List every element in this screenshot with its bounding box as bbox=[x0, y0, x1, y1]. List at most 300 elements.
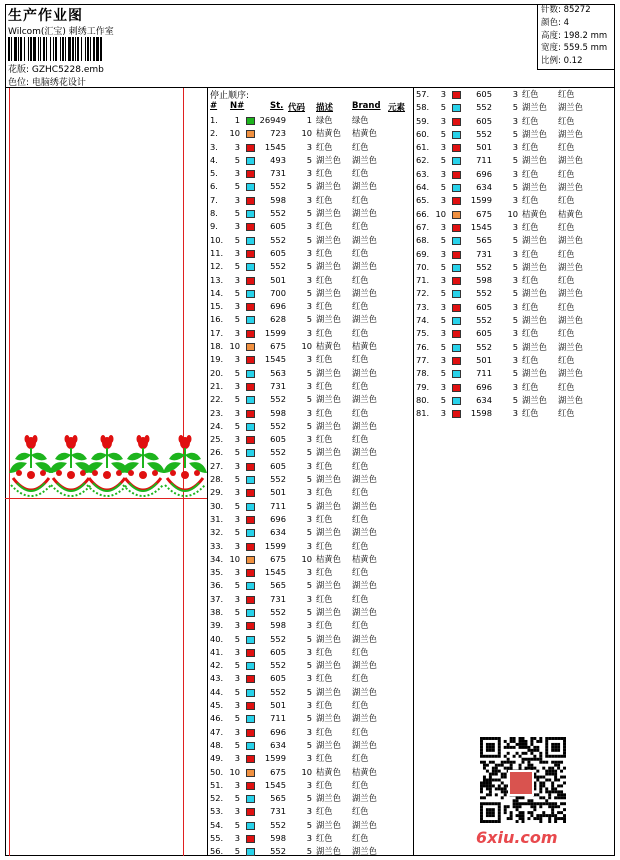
stop-row bbox=[414, 367, 615, 380]
color-brand: 红色 bbox=[352, 540, 369, 551]
color-code: 5 bbox=[512, 182, 518, 193]
color-brand: 湖兰色 bbox=[352, 394, 377, 405]
stitch-count: 605 bbox=[270, 247, 286, 258]
color-brand: 桔黄色 bbox=[352, 766, 377, 777]
color-swatch bbox=[452, 104, 461, 112]
color-brand: 红色 bbox=[352, 620, 369, 631]
header-stitches: St. bbox=[270, 101, 284, 111]
stop-index: 5. bbox=[210, 168, 218, 179]
color-description: 红色 bbox=[316, 301, 333, 312]
stitch-count: 634 bbox=[476, 394, 492, 405]
stop-index: 46. bbox=[210, 713, 224, 724]
stop-index: 21. bbox=[210, 380, 224, 391]
header-code: 代码 bbox=[288, 103, 306, 113]
stitch-count: 605 bbox=[270, 460, 286, 471]
stop-index: 22. bbox=[210, 394, 224, 405]
stop-row bbox=[208, 300, 413, 313]
stitch-count: 552 bbox=[270, 208, 286, 219]
stop-row bbox=[208, 460, 413, 473]
color-description: 红色 bbox=[522, 142, 539, 153]
scale-ratio: 比例: 0.12 bbox=[541, 56, 583, 67]
stitch-count: 552 bbox=[270, 633, 286, 644]
color-code: 3 bbox=[306, 141, 312, 152]
color-code: 5 bbox=[306, 500, 312, 511]
stitch-count: 675 bbox=[270, 766, 286, 777]
stitch-count: 696 bbox=[270, 513, 286, 524]
color-description: 红色 bbox=[316, 487, 333, 498]
color-description: 湖兰色 bbox=[522, 368, 547, 379]
color-description: 红色 bbox=[522, 408, 539, 419]
color-brand: 湖兰色 bbox=[352, 367, 377, 378]
stitch-count: 605 bbox=[270, 434, 286, 445]
color-code: 5 bbox=[512, 394, 518, 405]
color-brand: 湖兰色 bbox=[352, 846, 377, 857]
color-swatch bbox=[246, 529, 255, 537]
color-brand: 湖兰色 bbox=[352, 474, 377, 485]
needle-number: 3 bbox=[234, 646, 240, 657]
header-brand: Brand bbox=[352, 101, 381, 111]
color-position: 色位: 电脑绣花设计 bbox=[8, 78, 86, 88]
color-description: 红色 bbox=[316, 247, 333, 258]
stop-row bbox=[208, 194, 413, 207]
color-brand: 湖兰色 bbox=[352, 234, 377, 245]
stitch-count: 552 bbox=[476, 341, 492, 352]
color-swatch bbox=[246, 702, 255, 710]
color-code: 5 bbox=[306, 713, 312, 724]
stitch-count: 711 bbox=[476, 368, 492, 379]
stop-index: 16. bbox=[210, 314, 224, 325]
color-description: 湖兰色 bbox=[316, 420, 341, 431]
stop-row bbox=[414, 141, 615, 154]
needle-number: 5 bbox=[440, 235, 446, 246]
color-code: 5 bbox=[512, 315, 518, 326]
stitch-count: 1599 bbox=[470, 195, 492, 206]
color-swatch bbox=[246, 370, 255, 378]
color-description: 红色 bbox=[522, 195, 539, 206]
stop-index: 71. bbox=[416, 275, 430, 286]
stop-index: 40. bbox=[210, 633, 224, 644]
stop-index: 49. bbox=[210, 753, 224, 764]
color-description: 桔黄色 bbox=[316, 341, 341, 352]
stitch-count: 563 bbox=[270, 367, 286, 378]
color-code: 5 bbox=[306, 154, 312, 165]
stitch-count: 1545 bbox=[264, 141, 286, 152]
stop-row bbox=[208, 593, 413, 606]
color-code: 5 bbox=[306, 447, 312, 458]
needle-number: 5 bbox=[440, 155, 446, 166]
needle-number: 3 bbox=[234, 247, 240, 258]
color-description: 桔黄色 bbox=[316, 766, 341, 777]
color-description: 湖兰色 bbox=[316, 234, 341, 245]
needle-number: 5 bbox=[440, 102, 446, 113]
color-description: 红色 bbox=[316, 779, 333, 790]
color-code: 5 bbox=[306, 686, 312, 697]
color-code: 3 bbox=[306, 460, 312, 471]
color-swatch bbox=[246, 782, 255, 790]
color-brand: 湖兰色 bbox=[352, 713, 377, 724]
color-code: 5 bbox=[306, 261, 312, 272]
color-brand: 红色 bbox=[558, 168, 575, 179]
color-description: 湖兰色 bbox=[316, 819, 341, 830]
color-brand: 红色 bbox=[352, 726, 369, 737]
needle-number: 5 bbox=[234, 739, 240, 750]
stop-index: 47. bbox=[210, 726, 224, 737]
stop-index: 26. bbox=[210, 447, 224, 458]
stop-row bbox=[208, 659, 413, 672]
stop-index: 48. bbox=[210, 739, 224, 750]
color-code: 5 bbox=[512, 235, 518, 246]
stitch-count: 493 bbox=[270, 154, 286, 165]
needle-number: 5 bbox=[234, 287, 240, 298]
stop-index: 72. bbox=[416, 288, 430, 299]
color-swatch bbox=[452, 290, 461, 298]
needle-number: 5 bbox=[234, 580, 240, 591]
color-swatch bbox=[452, 410, 461, 418]
color-brand: 红色 bbox=[558, 354, 575, 365]
color-swatch bbox=[246, 822, 255, 830]
color-code: 3 bbox=[306, 247, 312, 258]
stop-index: 79. bbox=[416, 381, 430, 392]
stop-row bbox=[208, 832, 413, 845]
stitch-count: 731 bbox=[270, 593, 286, 604]
color-code: 5 bbox=[306, 660, 312, 671]
color-code: 5 bbox=[306, 234, 312, 245]
stop-row bbox=[208, 274, 413, 287]
color-swatch bbox=[452, 118, 461, 126]
stitch-count: 1545 bbox=[264, 779, 286, 790]
needle-number: 5 bbox=[234, 394, 240, 405]
color-description: 湖兰色 bbox=[522, 155, 547, 166]
stop-row bbox=[208, 513, 413, 526]
color-code: 1 bbox=[306, 115, 312, 125]
color-brand: 湖兰色 bbox=[352, 580, 377, 591]
needle-number: 5 bbox=[234, 686, 240, 697]
stitch-count: 598 bbox=[476, 275, 492, 286]
needle-number: 3 bbox=[234, 700, 240, 711]
color-brand: 桔黄色 bbox=[352, 128, 377, 139]
color-description: 湖兰色 bbox=[316, 367, 341, 378]
needle-number: 5 bbox=[440, 315, 446, 326]
stitch-count: 552 bbox=[270, 447, 286, 458]
color-brand: 湖兰色 bbox=[352, 447, 377, 458]
color-description: 湖兰色 bbox=[522, 102, 547, 113]
needle-number: 3 bbox=[234, 726, 240, 737]
stop-row bbox=[414, 208, 615, 221]
stitch-count: 675 bbox=[270, 341, 286, 352]
color-swatch bbox=[246, 596, 255, 604]
color-description: 红色 bbox=[316, 434, 333, 445]
stop-index: 60. bbox=[416, 128, 430, 139]
color-description: 湖兰色 bbox=[316, 261, 341, 272]
color-swatch bbox=[246, 769, 255, 777]
color-code: 3 bbox=[306, 407, 312, 418]
stop-row bbox=[414, 327, 615, 340]
stitch-count: 675 bbox=[270, 553, 286, 564]
stop-index: 63. bbox=[416, 168, 430, 179]
color-description: 桔黄色 bbox=[522, 208, 547, 219]
stitch-count: 605 bbox=[270, 646, 286, 657]
color-description: 红色 bbox=[316, 540, 333, 551]
color-description: 湖兰色 bbox=[316, 739, 341, 750]
stop-row bbox=[208, 446, 413, 459]
stitch-count: 552 bbox=[270, 606, 286, 617]
color-swatch bbox=[246, 715, 255, 723]
stop-index: 68. bbox=[416, 235, 430, 246]
needle-number: 5 bbox=[234, 447, 240, 458]
color-description: 红色 bbox=[316, 460, 333, 471]
stop-row bbox=[208, 433, 413, 446]
stitch-count: 634 bbox=[270, 739, 286, 750]
needle-number: 3 bbox=[440, 115, 446, 126]
stop-row bbox=[208, 486, 413, 499]
stitch-count: 605 bbox=[476, 115, 492, 126]
color-swatch bbox=[452, 357, 461, 365]
needle-number: 5 bbox=[234, 793, 240, 804]
color-description: 红色 bbox=[316, 168, 333, 179]
stitch-count: 501 bbox=[270, 700, 286, 711]
stop-row bbox=[208, 646, 413, 659]
needle-number: 5 bbox=[234, 420, 240, 431]
stop-row bbox=[414, 88, 615, 101]
stop-index: 65. bbox=[416, 195, 430, 206]
color-swatch bbox=[452, 184, 461, 192]
needle-number: 5 bbox=[234, 527, 240, 538]
color-swatch bbox=[246, 742, 255, 750]
color-swatch bbox=[246, 343, 255, 351]
stop-row bbox=[414, 274, 615, 287]
color-code: 5 bbox=[306, 739, 312, 750]
stop-row bbox=[208, 220, 413, 233]
color-swatch bbox=[246, 197, 255, 205]
color-swatch bbox=[452, 211, 461, 219]
color-code: 3 bbox=[306, 593, 312, 604]
color-code: 5 bbox=[306, 420, 312, 431]
color-code: 3 bbox=[306, 567, 312, 578]
color-brand: 红色 bbox=[352, 567, 369, 578]
color-brand: 湖兰色 bbox=[558, 288, 583, 299]
color-code: 10 bbox=[301, 766, 312, 777]
color-code: 5 bbox=[512, 261, 518, 272]
stop-row bbox=[414, 115, 615, 128]
needle-number: 10 bbox=[229, 553, 240, 564]
stitch-count: 598 bbox=[270, 194, 286, 205]
color-brand: 红色 bbox=[558, 381, 575, 392]
color-code: 5 bbox=[306, 527, 312, 538]
color-brand: 湖兰色 bbox=[558, 155, 583, 166]
stop-row bbox=[208, 180, 413, 193]
stop-index: 28. bbox=[210, 474, 224, 485]
stop-index: 67. bbox=[416, 221, 430, 232]
barcode-bar bbox=[102, 37, 103, 61]
stop-row bbox=[414, 301, 615, 314]
color-swatch bbox=[452, 397, 461, 405]
stop-row bbox=[208, 367, 413, 380]
stop-row bbox=[208, 327, 413, 340]
color-code: 5 bbox=[512, 341, 518, 352]
page-title: 生产作业图 bbox=[8, 8, 83, 24]
color-brand: 湖兰色 bbox=[558, 102, 583, 113]
needle-number: 5 bbox=[234, 181, 240, 192]
color-swatch bbox=[246, 569, 255, 577]
color-code: 5 bbox=[512, 368, 518, 379]
color-description: 湖兰色 bbox=[316, 660, 341, 671]
color-brand: 红色 bbox=[352, 247, 369, 258]
color-description: 湖兰色 bbox=[316, 208, 341, 219]
color-brand: 红色 bbox=[558, 115, 575, 126]
stop-index: 62. bbox=[416, 155, 430, 166]
stitch-count: 598 bbox=[270, 833, 286, 844]
needle-number: 3 bbox=[234, 221, 240, 232]
color-brand: 红色 bbox=[352, 194, 369, 205]
color-swatch bbox=[452, 157, 461, 165]
stop-index: 35. bbox=[210, 567, 224, 578]
stop-index: 37. bbox=[210, 593, 224, 604]
color-brand: 湖兰色 bbox=[558, 182, 583, 193]
stitch-count: 605 bbox=[270, 221, 286, 232]
stop-row bbox=[414, 154, 615, 167]
stitch-count: 711 bbox=[476, 155, 492, 166]
stop-row bbox=[208, 672, 413, 685]
stop-row bbox=[208, 779, 413, 792]
color-brand: 红色 bbox=[558, 221, 575, 232]
stop-row bbox=[414, 168, 615, 181]
color-description: 红色 bbox=[316, 646, 333, 657]
color-description: 湖兰色 bbox=[316, 287, 341, 298]
color-description: 红色 bbox=[316, 833, 333, 844]
stitch-count: 700 bbox=[270, 287, 286, 298]
color-description: 湖兰色 bbox=[522, 394, 547, 405]
stitch-count: 565 bbox=[270, 793, 286, 804]
stop-row bbox=[414, 248, 615, 261]
stop-row bbox=[208, 805, 413, 818]
color-description: 红色 bbox=[316, 673, 333, 684]
needle-number: 5 bbox=[440, 288, 446, 299]
color-description: 红色 bbox=[316, 726, 333, 737]
color-description: 湖兰色 bbox=[316, 633, 341, 644]
color-brand: 红色 bbox=[558, 275, 575, 286]
stop-row bbox=[208, 353, 413, 366]
color-code: 3 bbox=[512, 381, 518, 392]
stitch-count: 552 bbox=[270, 420, 286, 431]
color-code: 3 bbox=[512, 248, 518, 259]
stitch-count: 552 bbox=[476, 288, 492, 299]
color-code: 3 bbox=[306, 380, 312, 391]
stop-row bbox=[414, 181, 615, 194]
needle-number: 5 bbox=[234, 713, 240, 724]
color-brand: 红色 bbox=[352, 833, 369, 844]
stop-row bbox=[208, 819, 413, 832]
needle-number: 5 bbox=[440, 394, 446, 405]
needle-number: 5 bbox=[440, 182, 446, 193]
color-code: 3 bbox=[306, 806, 312, 817]
color-swatch bbox=[246, 689, 255, 697]
color-code: 3 bbox=[306, 726, 312, 737]
color-description: 红色 bbox=[316, 221, 333, 232]
needle-number: 3 bbox=[440, 354, 446, 365]
stop-row bbox=[208, 393, 413, 406]
stop-index: 17. bbox=[210, 327, 224, 338]
color-brand: 红色 bbox=[352, 487, 369, 498]
needle-number: 3 bbox=[234, 354, 240, 365]
color-code: 3 bbox=[306, 168, 312, 179]
color-code: 3 bbox=[306, 221, 312, 232]
stop-index: 20. bbox=[210, 367, 224, 378]
color-count: 颜色: 4 bbox=[541, 17, 569, 28]
stitch-count: 552 bbox=[270, 846, 286, 857]
stop-index: 27. bbox=[210, 460, 224, 471]
stitch-count: 605 bbox=[476, 301, 492, 312]
stop-row bbox=[414, 341, 615, 354]
color-code: 5 bbox=[512, 128, 518, 139]
color-brand: 红色 bbox=[558, 328, 575, 339]
stitch-count: 552 bbox=[476, 315, 492, 326]
stop-row bbox=[208, 553, 413, 566]
needle-number: 3 bbox=[440, 381, 446, 392]
color-swatch bbox=[246, 609, 255, 617]
color-swatch bbox=[246, 223, 255, 231]
color-swatch bbox=[246, 183, 255, 191]
color-description: 红色 bbox=[316, 593, 333, 604]
needle-number: 3 bbox=[440, 328, 446, 339]
color-brand: 湖兰色 bbox=[558, 235, 583, 246]
needle-number: 3 bbox=[440, 89, 446, 99]
stop-row bbox=[414, 314, 615, 327]
color-description: 红色 bbox=[522, 168, 539, 179]
stop-row bbox=[208, 739, 413, 752]
color-code: 5 bbox=[306, 314, 312, 325]
color-description: 红色 bbox=[316, 620, 333, 631]
stop-index: 38. bbox=[210, 606, 224, 617]
stop-row bbox=[414, 234, 615, 247]
needle-number: 3 bbox=[440, 168, 446, 179]
needle-number: 5 bbox=[234, 500, 240, 511]
stop-row bbox=[208, 313, 413, 326]
color-swatch bbox=[246, 449, 255, 457]
needle-number: 3 bbox=[234, 407, 240, 418]
color-description: 红色 bbox=[522, 328, 539, 339]
needle-number: 3 bbox=[440, 195, 446, 206]
stop-row bbox=[208, 141, 413, 154]
stop-index: 34. bbox=[210, 553, 224, 564]
company-name: Wilcom(汇宝) 刺绣工作室 bbox=[8, 27, 114, 37]
needle-number: 3 bbox=[234, 460, 240, 471]
stop-row bbox=[208, 420, 413, 433]
color-swatch bbox=[246, 503, 255, 511]
color-brand: 红色 bbox=[352, 513, 369, 524]
color-brand: 红色 bbox=[352, 753, 369, 764]
needle-number: 3 bbox=[234, 540, 240, 551]
color-swatch bbox=[246, 396, 255, 404]
stop-index: 25. bbox=[210, 434, 224, 445]
stop-row bbox=[208, 792, 413, 805]
color-brand: 湖兰色 bbox=[558, 368, 583, 379]
stop-sequence-column-1 bbox=[208, 88, 414, 856]
needle-number: 3 bbox=[234, 806, 240, 817]
needle-number: 3 bbox=[234, 274, 240, 285]
stop-index: 29. bbox=[210, 487, 224, 498]
stop-row bbox=[208, 247, 413, 260]
needle-number: 5 bbox=[234, 660, 240, 671]
needle-number: 10 bbox=[229, 341, 240, 352]
stitch-count: 731 bbox=[476, 248, 492, 259]
color-code: 5 bbox=[306, 208, 312, 219]
seal-stamp bbox=[508, 770, 534, 796]
stop-row bbox=[414, 261, 615, 274]
color-swatch bbox=[246, 410, 255, 418]
color-swatch bbox=[452, 131, 461, 139]
color-swatch bbox=[246, 277, 255, 285]
stop-row bbox=[414, 194, 615, 207]
